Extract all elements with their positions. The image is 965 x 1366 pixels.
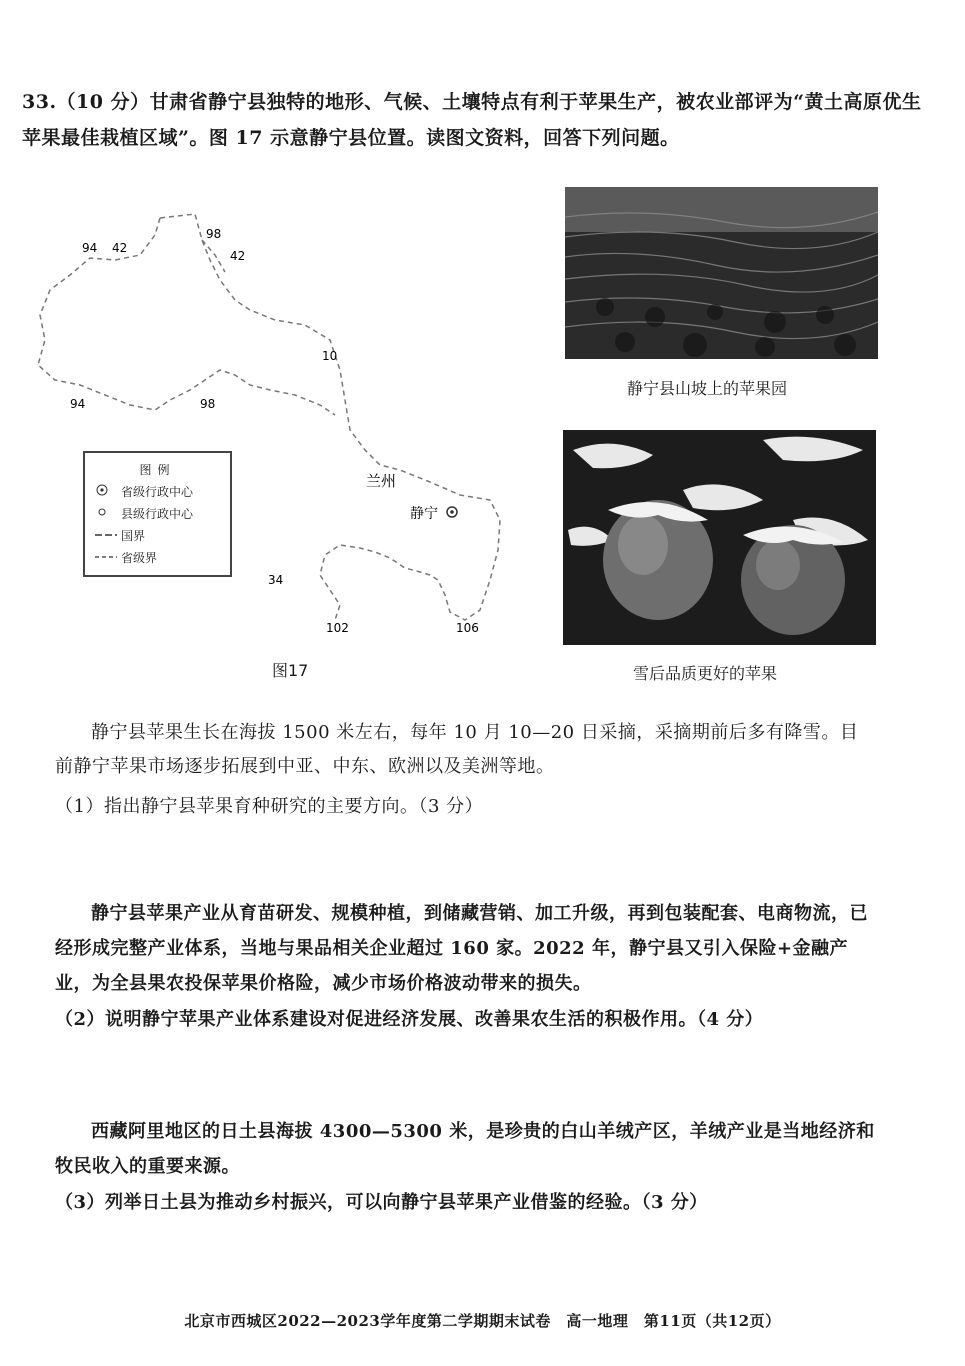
legend-row: [95, 482, 230, 500]
legend-label: 国界: [121, 528, 146, 543]
question-1: （1）指出静宁县苹果育种研究的主要方向。（3 分）: [55, 796, 484, 817]
photo-caption-orchard: 静宁县山坡上的苹果园: [627, 379, 788, 398]
coord-label: 42: [112, 241, 128, 255]
coord-label: 98: [200, 397, 216, 411]
apple-photo: [563, 430, 876, 645]
legend-label: 省级界: [121, 550, 158, 565]
material-3: 西藏阿里地区的日土县海拔 4300—5300 米，是珍贵的白山羊绒产区，羊绒产业是当地经济和牧民收入的重要来源。: [55, 1121, 875, 1177]
legend-label: 县级行政中心: [121, 506, 194, 521]
photo-caption-apples: 雪后品质更好的苹果: [633, 664, 778, 683]
coord-label: 106: [456, 621, 479, 635]
orchard-photo: [565, 187, 878, 359]
place-lanzhou: 兰州: [366, 472, 397, 490]
map-legend: [83, 451, 232, 577]
coord-label: 42: [230, 249, 246, 263]
page-footer: 北京市西城区2022—2023学年度第二学期期末试卷 高一地理 第11页（共12页）: [184, 1312, 781, 1330]
question-3: （3）列举日土县为推动乡村振兴，可以向静宁县苹果产业借鉴的经验。（3 分）: [55, 1192, 708, 1213]
legend-label: 省级行政中心: [121, 484, 194, 499]
coord-label: 94: [70, 397, 86, 411]
question-intro: 33.（10 分）甘肃省静宁县独特的地形、气候、土壤特点有利于苹果生产，被农业部评为“黄土高原优生苹果最佳栽植区域”。图 17 示意静宁县位置。读图文资料，回答下列问题。: [22, 91, 922, 149]
coord-label: 94: [82, 241, 98, 255]
legend-row: [95, 526, 230, 544]
material-1: 静宁县苹果生长在海拔 1500 米左右，每年 10 月 10—20 日采摘，采摘期前后多有降雪。目前静宁苹果市场逐步拓展到中亚、中东、欧洲以及美洲等地。: [55, 722, 859, 777]
coord-label: 34: [268, 573, 284, 587]
question-2: （2）说明静宁苹果产业体系建设对促进经济发展、改善果农生活的积极作用。（4 分）: [55, 1009, 764, 1030]
legend-row: [95, 548, 230, 566]
coord-label: 98: [206, 227, 222, 241]
coord-label: 10: [322, 349, 338, 363]
coord-label: 102: [326, 621, 349, 635]
figure-label: 图17: [272, 661, 309, 680]
legend-row: [95, 504, 230, 522]
legend-title: 图例: [139, 463, 176, 477]
place-jingning: 静宁: [410, 506, 438, 522]
material-2: 静宁县苹果产业从育苗研发、规模种植，到储藏营销、加工升级，再到包装配套、电商物流，已经形成完整产业体系，当地与果品相关企业超过 160 家。2022 年，静宁县又引入保险+金融产业，为全县果农投保苹果价格险，减少市场价格波动带来的损失。: [55, 903, 868, 994]
